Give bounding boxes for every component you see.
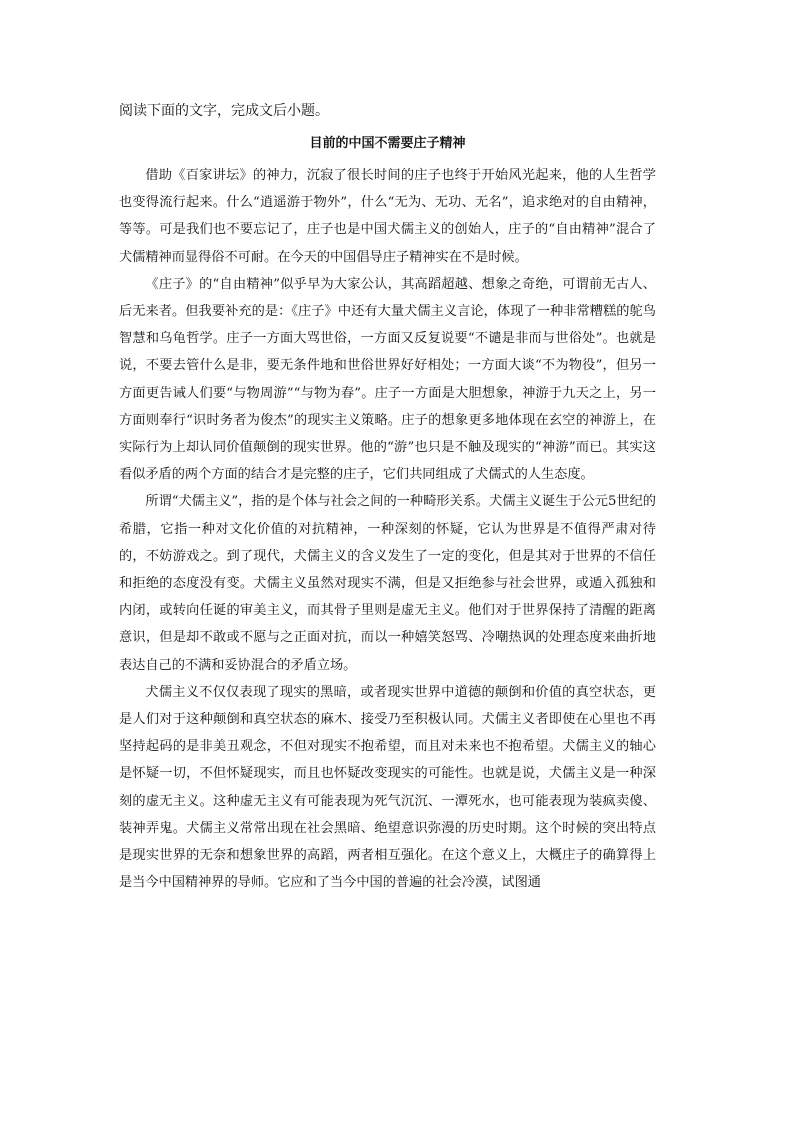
article-title: 目前的中国不需要庄子精神 <box>309 136 466 151</box>
paragraph-1: 借助《百家讲坛》的神力，沉寂了很长时间的庄子也终于开始风光起来，他的人生哲学也变得流行起来。什么“逍遥游于物外”，什么“无为、无功、无名”，追求绝对的自由精神，等等。可是我们也不要忘记了，庄子也是中国犬儒主义的创始人，庄子的“自由精神”混合了犬儒精神而显得俗不可耐。在今天的中国倡导庄子精神实在不是时候。 <box>119 168 656 265</box>
paragraph-3: 所谓“犬儒主义”，指的是个体与社会之间的一种畸形关系。犬儒主义诞生于公元5世纪的希腊，它指一种对文化价值的对抗精神，一种深刻的怀疑，它认为世界是不值得严肃对待的，不妨游戏之。到了现代，犬儒主义的含义发生了一定的变化，但是其对于世界的不信任和拒绝的态度没有变。犬儒主义虽然对现实不满，但是又拒绝参与社会世界，或遁入孤独和内闭，或转向任诞的审美主义，而其骨子里则是虚无主义。他们对于世界保持了清醒的距离意识，但是却不敢或不愿与之正面对抗，而以一种嬉笑怒骂、冷嘲热讽的处理态度来曲折地表达自己的不满和妥协混合的矛盾立场。 <box>119 494 656 673</box>
paragraph-2: 《庄子》的“自由精神”似乎早为大家公认，其高蹈超越、想象之奇绝，可谓前无古人、后无来者。但我要补充的是：《庄子》中还有大量犬儒主义言论，体现了一种非常糟糕的鸵鸟智慧和乌龟哲学。庄子一方面大骂世俗，一方面又反复说要“不谴是非而与世俗处”。也就是说，不要去管什么是非，要无条件地和世俗世界好好相处；一方面大谈“不为物役”，但另一方面更告诫人们要“与物周游”“与物为春”。庄子一方面是大胆想象，神游于九天之上，另一方面则奉行“识时务者为俊杰”的现实主义策略。庄子的想象更多地体现在玄空的神游上，在实际行为上却认同价值颠倒的现实世界。他的“游”也只是不触及现实的“神游”而已。其实这看似矛盾的两个方面的结合才是完整的庄子，它们共同组成了犬儒式的人生态度。 <box>119 276 656 483</box>
paragraph-4: 犬儒主义不仅仅表现了现实的黑暗，或者现实世界中道德的颠倒和价值的真空状态，更是人们对于这种颠倒和真空状态的麻木、接受乃至积极认同。犬儒主义者即使在心里也不再坚持起码的是非美丑观念，不但对现实不抱希望，而且对未来也不抱希望。犬儒主义的轴心是怀疑一切，不但怀疑现实，而且也怀疑改变现实的可能性。也就是说，犬儒主义是一种深刻的虚无主义。这种虚无主义有可能表现为死气沉沉、一潭死水，也可能表现为装疯卖傻、装神弄鬼。犬儒主义常常出现在社会黑暗、绝望意识弥漫的历史时期。这个时候的突出特点是现实世界的无奈和想象世界的高蹈，两者相互强化。在这个意义上，大概庄子的确算得上是当今中国精神界的导师。它应和了当今中国的普遍的社会冷漠，试图通 <box>119 684 656 891</box>
question-instruction: 阅读下面的文字，完成文后小题。 <box>119 103 329 119</box>
article-body <box>119 162 656 896</box>
